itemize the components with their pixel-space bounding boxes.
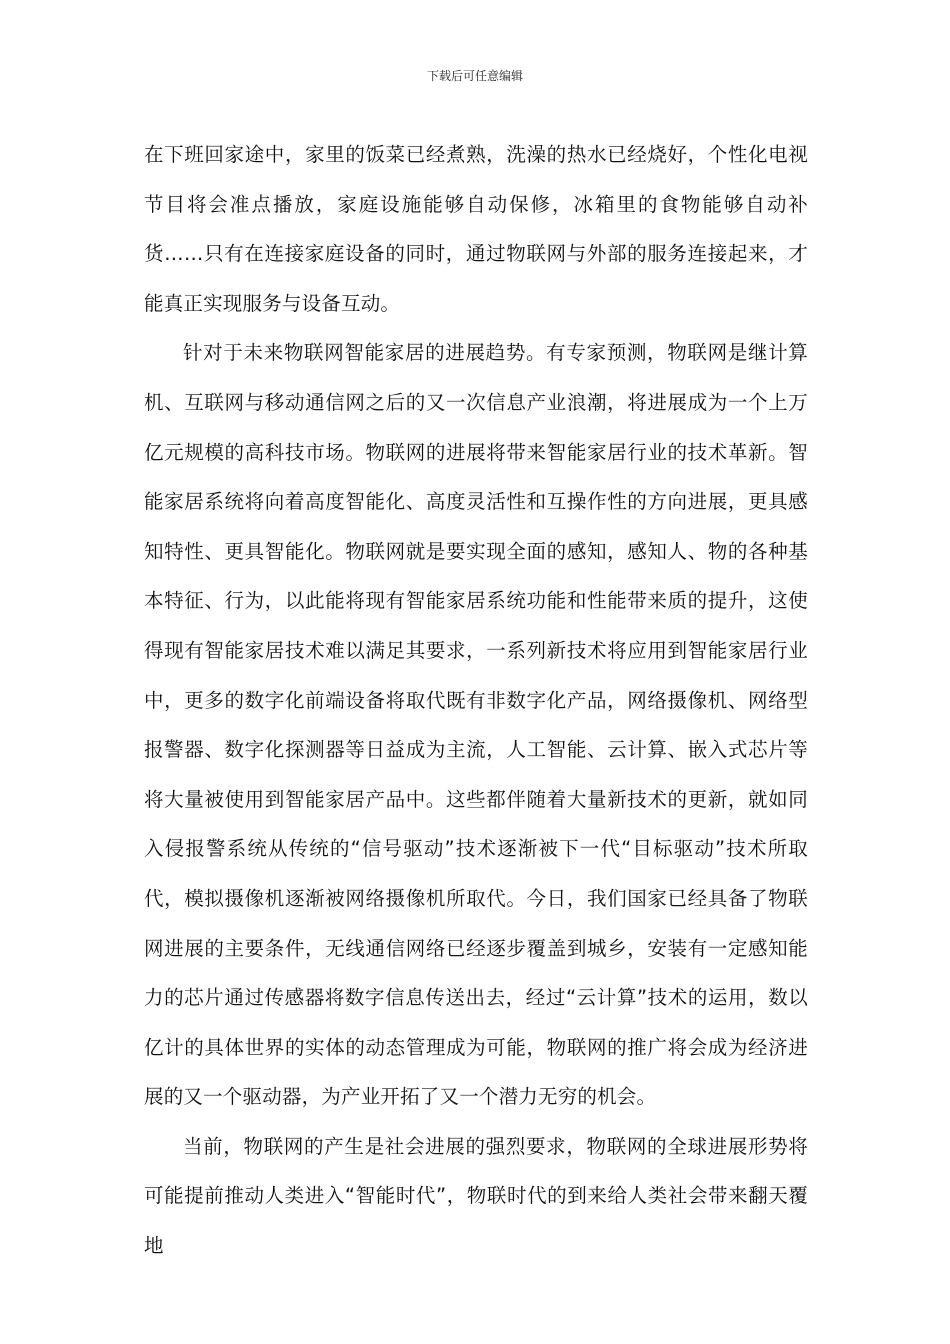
paragraph-2: 针对于未来物联网智能家居的进展趋势。有专家预测，物联网是继计算机、互联网与移动通信网之后的又一次信息产业浪潮，将进展成为一个上万亿元规模的高科技市场。物联网的进展将带来智能家居行业的技术革新。智能家居系统将向着高度智能化、高度灵活性和互操作性的方向进展，更具感知特性、更具智能化。物联网就是要实现全面的感知，感知人、物的各种基本特征、行为，以此能将现有智能家居系统功能和性能带来质的提升，这使得现有智能家居技术难以满足其要求，一系列新技术将应用到智能家居行业中，更多的数字化前端设备将取代既有非数字化产品，网络摄像机、网络型报警器、数字化探测器等日益成为主流，人工智能、云计算、嵌入式芯片等将大量被使用到智能家居产品中。这些都伴随着大量新技术的更新，就如同入侵报警系统从传统的“信号驱动”技术逐渐被下一代“目标驱动”技术所取代，模拟摄像机逐渐被网络摄像机所取代。今日，我们国家已经具备了物联网进展的主要条件，无线通信网络已经逐步覆盖到城乡，安装有一定感知能力的芯片通过传感器将数字信息传送出去，经过“云计算”技术的运用，数以亿计的具体世界的实体的动态管理成为可能，物联网的推广将会成为经济进展的又一个驱动器，为产业开拓了又一个潜力无穷的机会。 (144, 341, 808, 1109)
paragraph-3: 当前，物联网的产生是社会进展的强烈要求，物联网的全球进展形势将可能提前推动人类进入“智能时代”，物联时代的到来给人类社会带来翻天覆地 (144, 1134, 808, 1258)
document-body (144, 130, 808, 1271)
paragraph-1: 在下班回家途中，家里的饭菜已经煮熟，洗澡的热水已经烧好，个性化电视节目将会准点播放，家庭设施能够自动保修，冰箱里的食物能够自动补货……只有在连接家庭设备的同时，通过物联网与外部的服务连接起来，才能真正实现服务与设备互动。 (144, 143, 808, 315)
page-header-note: 下载后可任意编辑 (426, 69, 523, 83)
